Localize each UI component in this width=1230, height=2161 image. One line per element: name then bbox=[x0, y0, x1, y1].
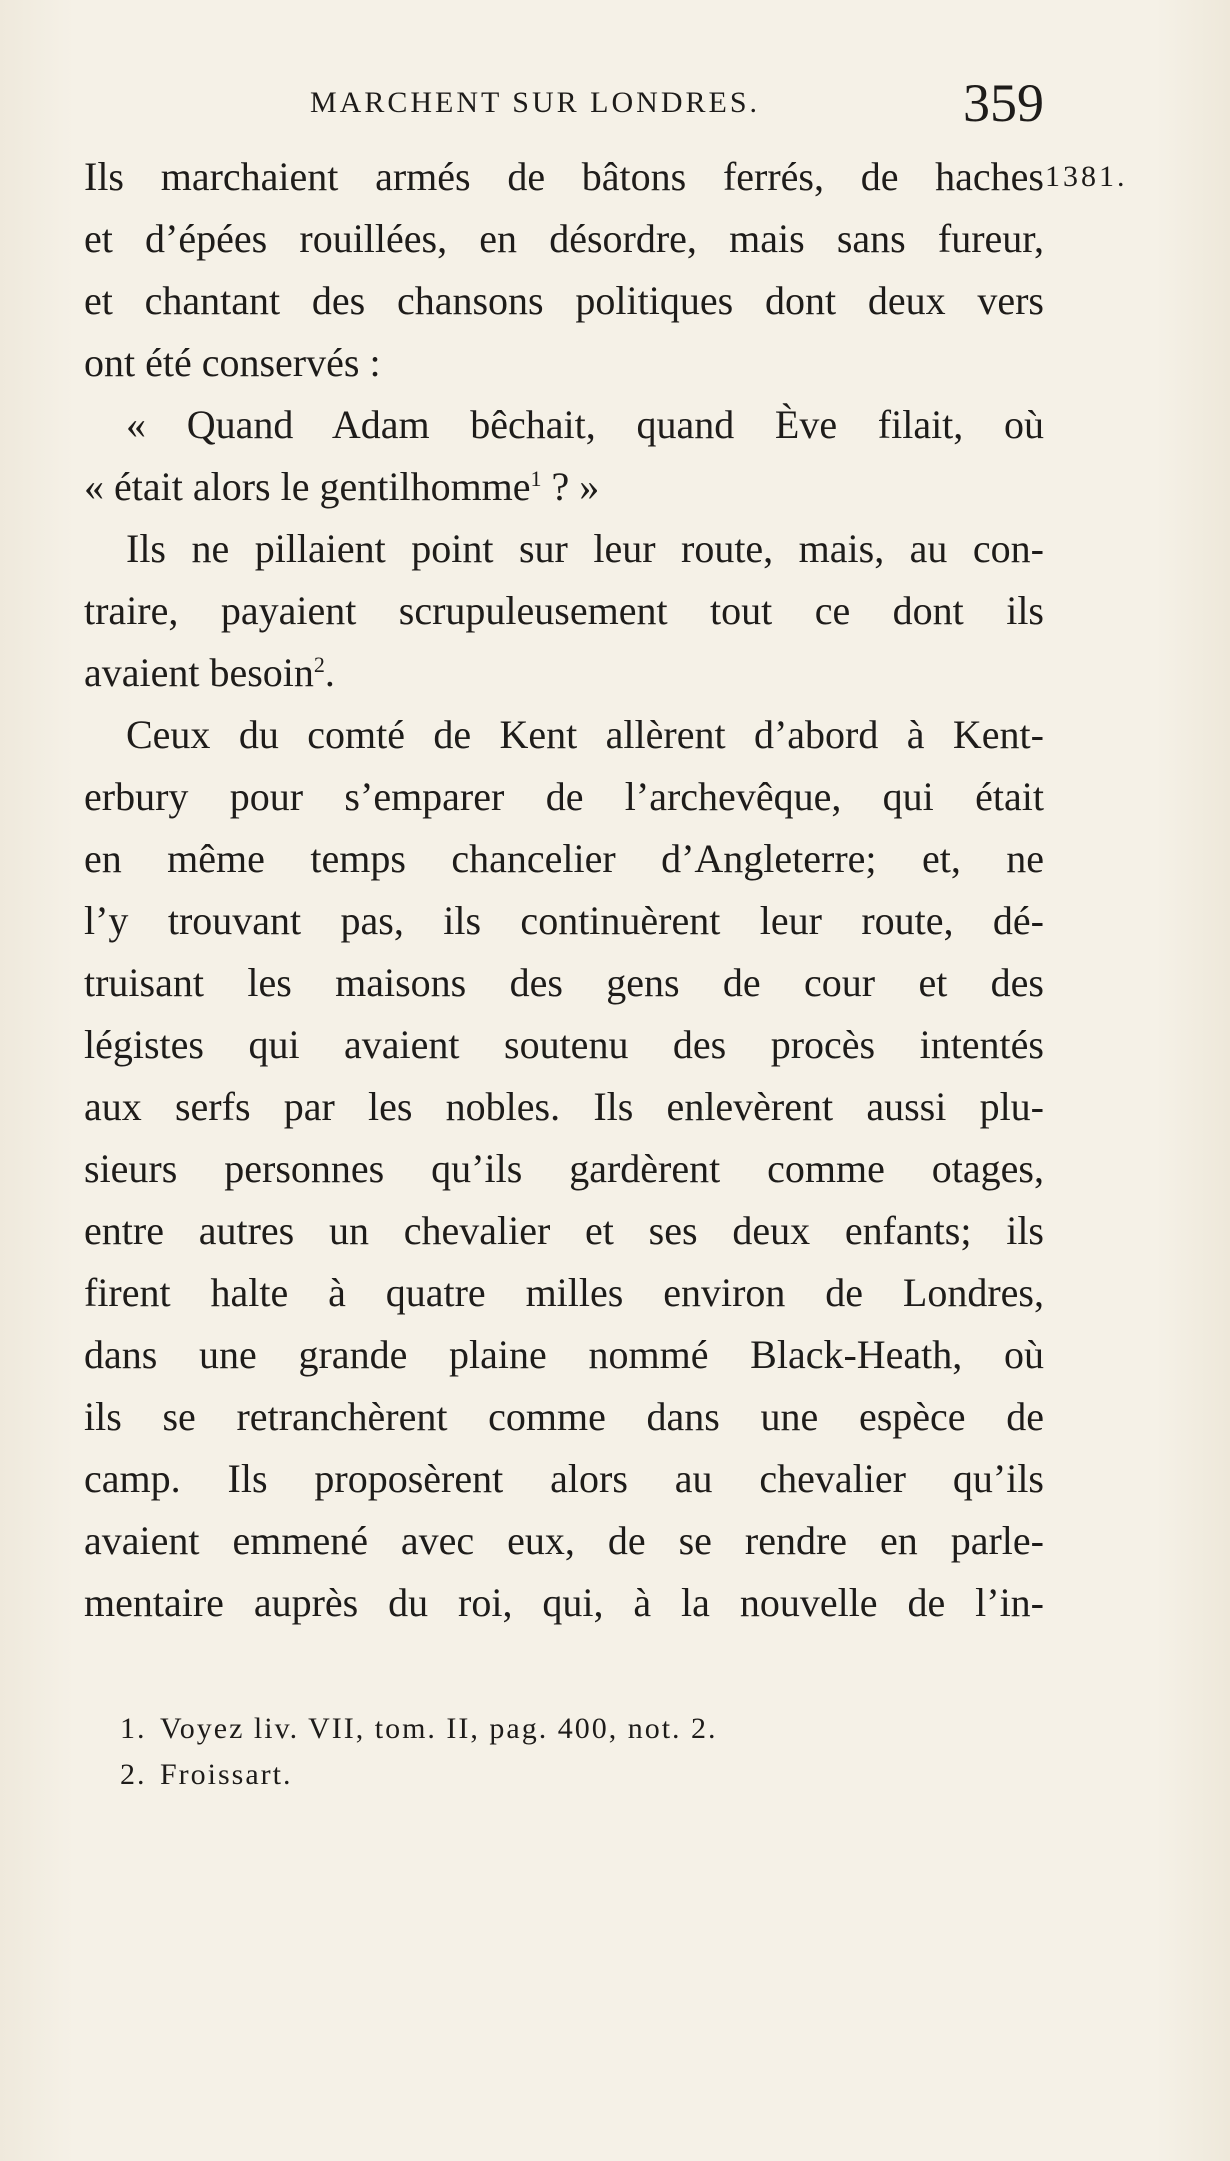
text-line: sieurs personnes qu’ils gardèrent comme otages, bbox=[84, 1146, 1044, 1191]
quote-text: « était alors le gentilhomme bbox=[84, 464, 531, 509]
text-line: firent halte à quatre milles environ de Londres, bbox=[84, 1270, 1044, 1315]
text-line: et chantant des chansons politiques dont deux vers bbox=[84, 278, 1044, 323]
text-line: l’y trouvant pas, ils continuèrent leur route, dé- bbox=[84, 898, 1044, 943]
footnote-number: 1. bbox=[120, 1712, 147, 1745]
quote-close: ? » bbox=[541, 464, 600, 509]
text-line: Ils marchaient armés de bâtons ferrés, de haches bbox=[84, 154, 1044, 199]
footnote-text: Voyez liv. VII, tom. II, pag. 400, not. 2. bbox=[160, 1712, 718, 1745]
text-line: ils se retranchèrent comme dans une espèce de bbox=[84, 1394, 1044, 1439]
margin-date: 1381. bbox=[1045, 160, 1128, 193]
footnote-ref: 2 bbox=[313, 652, 325, 677]
text-line: légistes qui avaient soutenu des procès intentés bbox=[84, 1022, 1044, 1067]
text-line bbox=[84, 642, 1044, 704]
line-end: . bbox=[324, 650, 335, 695]
page-number: 359 bbox=[963, 73, 1044, 133]
line-text: avaient besoin bbox=[84, 650, 314, 695]
text-line: aux serfs par les nobles. Ils enlevèrent aussi plu- bbox=[84, 1084, 1044, 1129]
footnote-number: 2. bbox=[120, 1758, 147, 1791]
footnote-text: Froissart. bbox=[160, 1758, 293, 1791]
text-line: Ceux du comté de Kent allèrent d’abord à Kent- bbox=[126, 712, 1044, 757]
text-line: avaient emmené avec eux, de se rendre en parle- bbox=[84, 1518, 1044, 1563]
text-line: en même temps chancelier d’Angleterre; et, ne bbox=[84, 836, 1044, 881]
running-title: MARCHENT SUR LONDRES. bbox=[310, 86, 760, 119]
text-line: mentaire auprès du roi, qui, à la nouvelle de l’in- bbox=[84, 1580, 1044, 1625]
text-line: Ils ne pillaient point sur leur route, mais, au con- bbox=[126, 526, 1044, 571]
quote-line: « Quand Adam bêchait, quand Ève filait, où bbox=[126, 402, 1044, 447]
text-line: truisant les maisons des gens de cour et des bbox=[84, 960, 1044, 1005]
quote-line bbox=[84, 456, 1044, 518]
text-line: erbury pour s’emparer de l’archevêque, qui était bbox=[84, 774, 1044, 819]
footnote bbox=[120, 1706, 718, 1752]
text-line: ont été conservés : bbox=[84, 340, 381, 385]
body-text bbox=[84, 146, 1044, 1634]
text-line: traire, payaient scrupuleusement tout ce dont ils bbox=[84, 588, 1044, 633]
text-line: et d’épées rouillées, en désordre, mais sans fureur, bbox=[84, 216, 1044, 261]
footnotes bbox=[120, 1706, 718, 1798]
text-line: dans une grande plaine nommé Black-Heath, où bbox=[84, 1332, 1044, 1377]
footnote-ref: 1 bbox=[530, 466, 542, 491]
text-line: entre autres un chevalier et ses deux enfants; ils bbox=[84, 1208, 1044, 1253]
text-line: camp. Ils proposèrent alors au chevalier qu’ils bbox=[84, 1456, 1044, 1501]
footnote bbox=[120, 1752, 718, 1798]
